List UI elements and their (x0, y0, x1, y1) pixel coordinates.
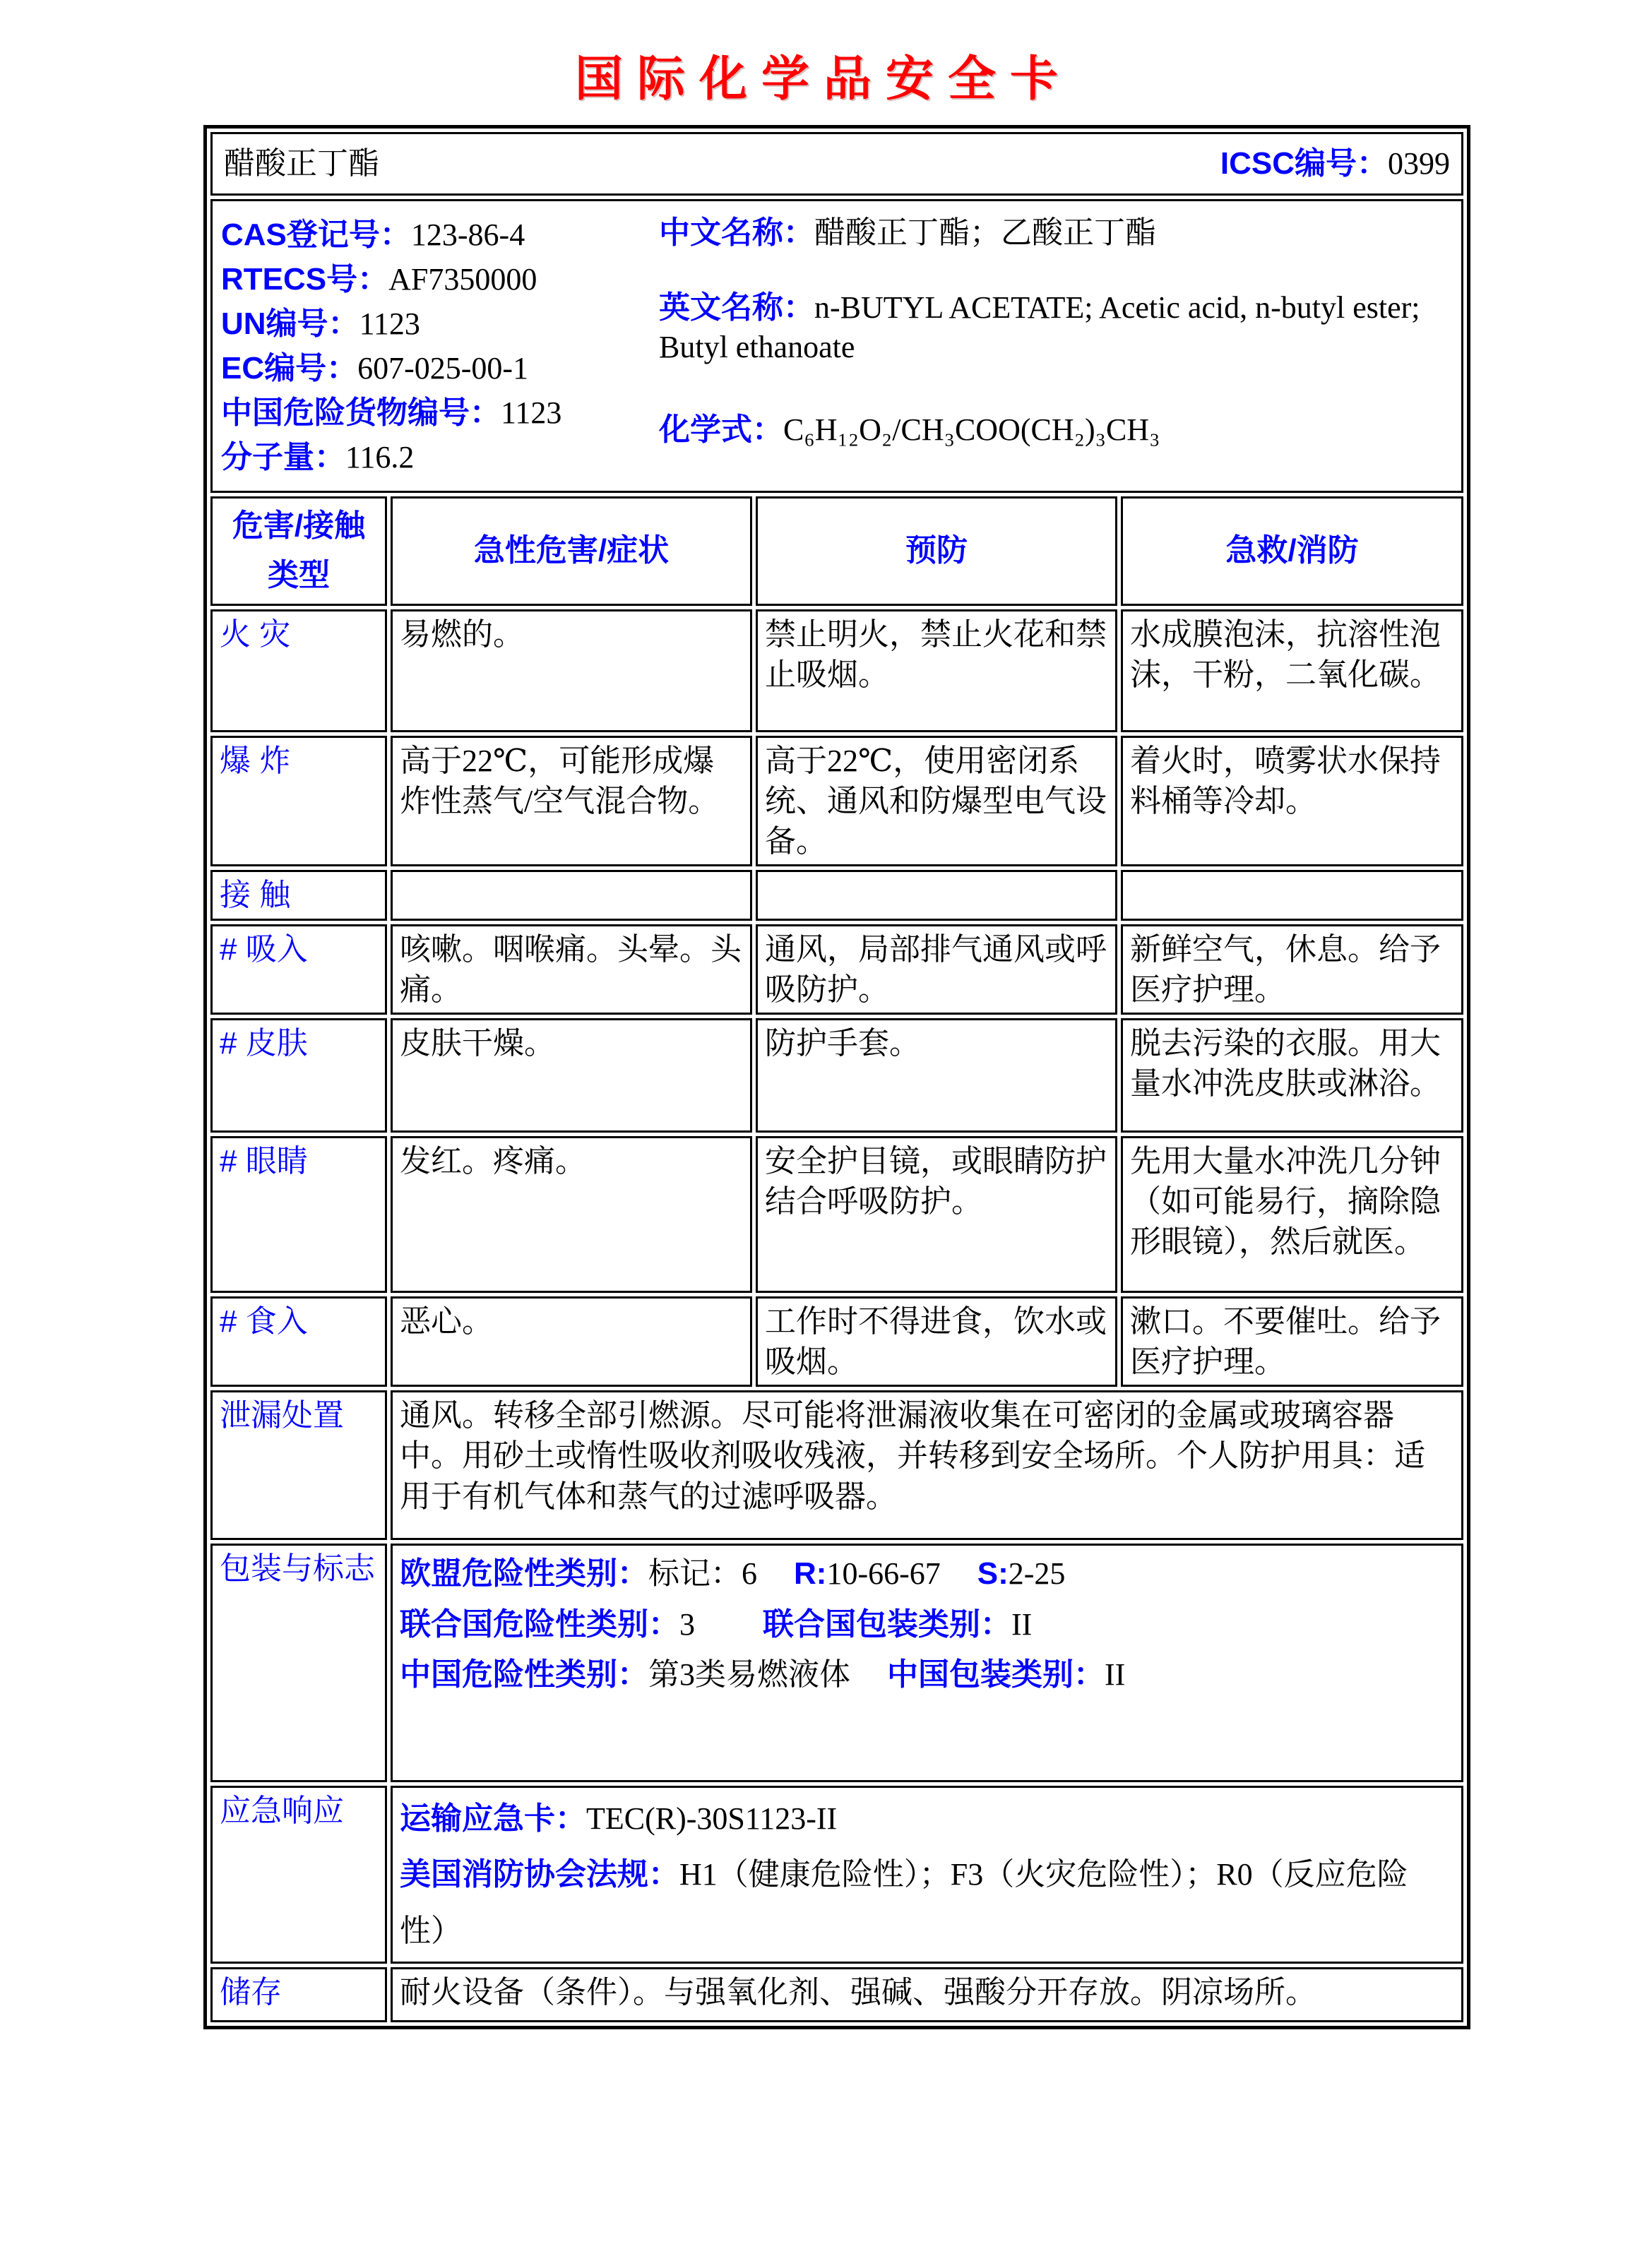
formula-line (659, 410, 1453, 450)
inhalation-prevention: 通风，局部排气通风或呼吸防护。 (756, 924, 1117, 1015)
molecular-weight-line (221, 435, 659, 479)
row-label-storage: 储存 (210, 1967, 387, 2022)
chinese-name-line (659, 213, 1453, 253)
substance-names (659, 213, 1453, 479)
explosion-prevention: 高于22℃，使用密闭系统、通风和防爆型电气设备。 (756, 736, 1117, 867)
row-label-explosion: 爆 炸 (210, 736, 387, 867)
row-label-inhalation: # 吸入 (210, 924, 387, 1015)
identification-cell (210, 199, 1463, 493)
row-label-spill: 泄漏处置 (210, 1390, 387, 1540)
chinese-name-label: 中文名称： (659, 215, 814, 250)
eu-class-value: 标记：6 (648, 1556, 757, 1592)
un-number-line (221, 302, 659, 346)
eu-classification-line (400, 1548, 1454, 1599)
eyes-prevention: 安全护目镜，或眼睛防护结合呼吸防护。 (756, 1136, 1117, 1293)
un-classification-line (400, 1599, 1454, 1649)
s-phrases-label: S: (977, 1556, 1009, 1592)
ec-number-value: 607-025-00-1 (357, 351, 529, 386)
skin-symptoms: 皮肤干燥。 (391, 1018, 752, 1133)
cn-dg-number-line (221, 390, 659, 435)
cn-pack-value: II (1105, 1657, 1126, 1692)
row-label-packaging: 包装与标志 (210, 1544, 387, 1782)
eyes-symptoms: 发红。疼痛。 (391, 1136, 752, 1293)
storage-text: 耐火设备（条件）。与强氧化剂、强碱、强酸分开存放。阴凉场所。 (391, 1967, 1463, 2022)
hazard-row-skin (210, 1018, 1463, 1133)
fire-symptoms: 易燃的。 (391, 609, 752, 732)
emergency-row (210, 1786, 1463, 1964)
cn-dg-number-value: 1123 (501, 395, 562, 430)
icsc-number (1220, 143, 1450, 184)
nfpa-value: H1（健康危险性）；F3（火灾危险性）；R0（反应危险性） (400, 1857, 1408, 1948)
un-class-label: 联合国危险性类别： (400, 1606, 679, 1642)
icsc-number-value: 0399 (1388, 146, 1450, 181)
un-class-value: 3 (679, 1606, 695, 1642)
hazard-row-inhalation (210, 924, 1463, 1015)
r-phrases-value: 10-66-67 (826, 1556, 941, 1592)
packaging-cell (391, 1544, 1463, 1782)
row-label-fire: 火 灾 (210, 609, 387, 732)
row-label-eyes: # 眼睛 (210, 1136, 387, 1293)
exposure-symptoms (391, 870, 752, 920)
col-header-symptoms: 急性危害/症状 (391, 496, 752, 606)
english-name-value: n-BUTYL ACETATE; Acetic acid, n-butyl ester; Butyl ethanoate (659, 290, 1420, 365)
tec-value: TEC(R)-30S1123-II (586, 1801, 838, 1837)
un-number-value: 1123 (359, 306, 420, 341)
chinese-name-value: 醋酸正丁酯；乙酸正丁酯 (814, 215, 1156, 250)
row-label-ingestion: # 食入 (210, 1296, 387, 1387)
eu-class-label: 欧盟危险性类别： (400, 1556, 648, 1592)
hazard-row-fire (210, 609, 1463, 732)
ingestion-symptoms: 恶心。 (391, 1296, 752, 1387)
packaging-row (210, 1544, 1463, 1782)
cn-classification-line (400, 1649, 1454, 1700)
storage-row (210, 1967, 1463, 2022)
ec-number-label: EC编号： (221, 351, 358, 386)
inhalation-symptoms: 咳嗽。咽喉痛。头晕。头痛。 (391, 924, 752, 1015)
icsc-number-label: ICSC编号： (1220, 146, 1388, 181)
r-phrases-label: R: (794, 1556, 827, 1592)
col-header-hazard-type: 危害/接触 类型 (210, 496, 387, 606)
spill-row (210, 1390, 1463, 1540)
hazard-header-row (210, 496, 1463, 606)
cas-value: 123-86-4 (410, 217, 525, 252)
ingestion-firstaid: 漱口。不要催吐。给予医疗护理。 (1121, 1296, 1463, 1387)
ec-number-line (221, 346, 659, 390)
molecular-weight-value: 116.2 (345, 440, 415, 475)
skin-prevention: 防护手套。 (756, 1018, 1117, 1133)
row-label-skin: # 皮肤 (210, 1018, 387, 1133)
formula-label: 化学式： (659, 412, 783, 448)
hazard-row-ingestion (210, 1296, 1463, 1387)
hazard-row-eyes (210, 1136, 1463, 1293)
registry-numbers (221, 213, 659, 479)
english-name-line (659, 288, 1453, 367)
substance-name: 醋酸正丁酯 (224, 146, 379, 181)
rtecs-value: AF7350000 (388, 262, 537, 297)
tec-line (400, 1791, 1454, 1846)
rtecs-label: RTECS号： (221, 262, 389, 297)
cn-class-value: 第3类易燃液体 (648, 1657, 850, 1692)
identification-row (210, 199, 1463, 493)
col-header-prevention: 预防 (756, 496, 1117, 606)
explosion-firstaid: 着火时，喷雾状水保持料桶等冷却。 (1121, 736, 1463, 867)
cn-dg-number-label: 中国危险货物编号： (221, 395, 501, 430)
un-number-label: UN编号： (221, 306, 359, 341)
page-title: 国际化学品安全卡 (574, 52, 1072, 106)
card-header-row (210, 132, 1463, 196)
row-label-exposure: 接 触 (210, 870, 387, 920)
cn-pack-label: 中国包装类别： (887, 1657, 1105, 1692)
card-header-cell (210, 132, 1463, 196)
un-pack-label: 联合国包装类别： (763, 1606, 1011, 1642)
hazard-row-explosion (210, 736, 1463, 867)
col-header-firstaid: 急救/消防 (1121, 496, 1463, 606)
molecular-weight-label: 分子量： (221, 440, 345, 475)
un-pack-value: II (1011, 1606, 1033, 1642)
fire-prevention: 禁止明火，禁止火花和禁止吸烟。 (756, 609, 1117, 732)
fire-firstaid: 水成膜泡沫，抗溶性泡沫，干粉，二氧化碳。 (1121, 609, 1463, 732)
eyes-firstaid: 先用大量水冲洗几分钟（如可能易行，摘除隐形眼镜），然后就医。 (1121, 1136, 1463, 1293)
s-phrases-value: 2-25 (1008, 1556, 1066, 1592)
english-name-label: 英文名称： (659, 290, 814, 326)
icsc-card-table (203, 125, 1470, 2029)
cas-label: CAS登记号： (221, 217, 411, 252)
ingestion-prevention: 工作时不得进食，饮水或吸烟。 (756, 1296, 1117, 1387)
skin-firstaid: 脱去污染的衣服。用大量水冲洗皮肤或淋浴。 (1121, 1018, 1463, 1133)
nfpa-label: 美国消防协会法规： (400, 1857, 679, 1892)
emergency-cell (391, 1786, 1463, 1964)
exposure-firstaid (1121, 870, 1463, 920)
rtecs-line (221, 257, 659, 302)
formula-value: C₆H₁₂O₂/CH₃COO(CH₂)₃CH₃ (783, 412, 1160, 448)
spill-text: 通风。转移全部引燃源。尽可能将泄漏液收集在可密闭的金属或玻璃容器中。用砂土或惰性吸收剂吸收残液，并转移到安全场所。个人防护用具：适用于有机气体和蒸气的过滤呼吸器。 (391, 1390, 1463, 1540)
row-label-emergency: 应急响应 (210, 1786, 387, 1964)
inhalation-firstaid: 新鲜空气，休息。给予医疗护理。 (1121, 924, 1463, 1015)
exposure-prevention (756, 870, 1117, 920)
hazard-row-exposure (210, 870, 1463, 920)
nfpa-line (400, 1846, 1454, 1958)
explosion-symptoms: 高于22℃，可能形成爆炸性蒸气/空气混合物。 (391, 736, 752, 867)
cn-class-label: 中国危险性类别： (400, 1657, 648, 1692)
cas-line (221, 213, 659, 257)
tec-label: 运输应急卡： (400, 1801, 586, 1837)
